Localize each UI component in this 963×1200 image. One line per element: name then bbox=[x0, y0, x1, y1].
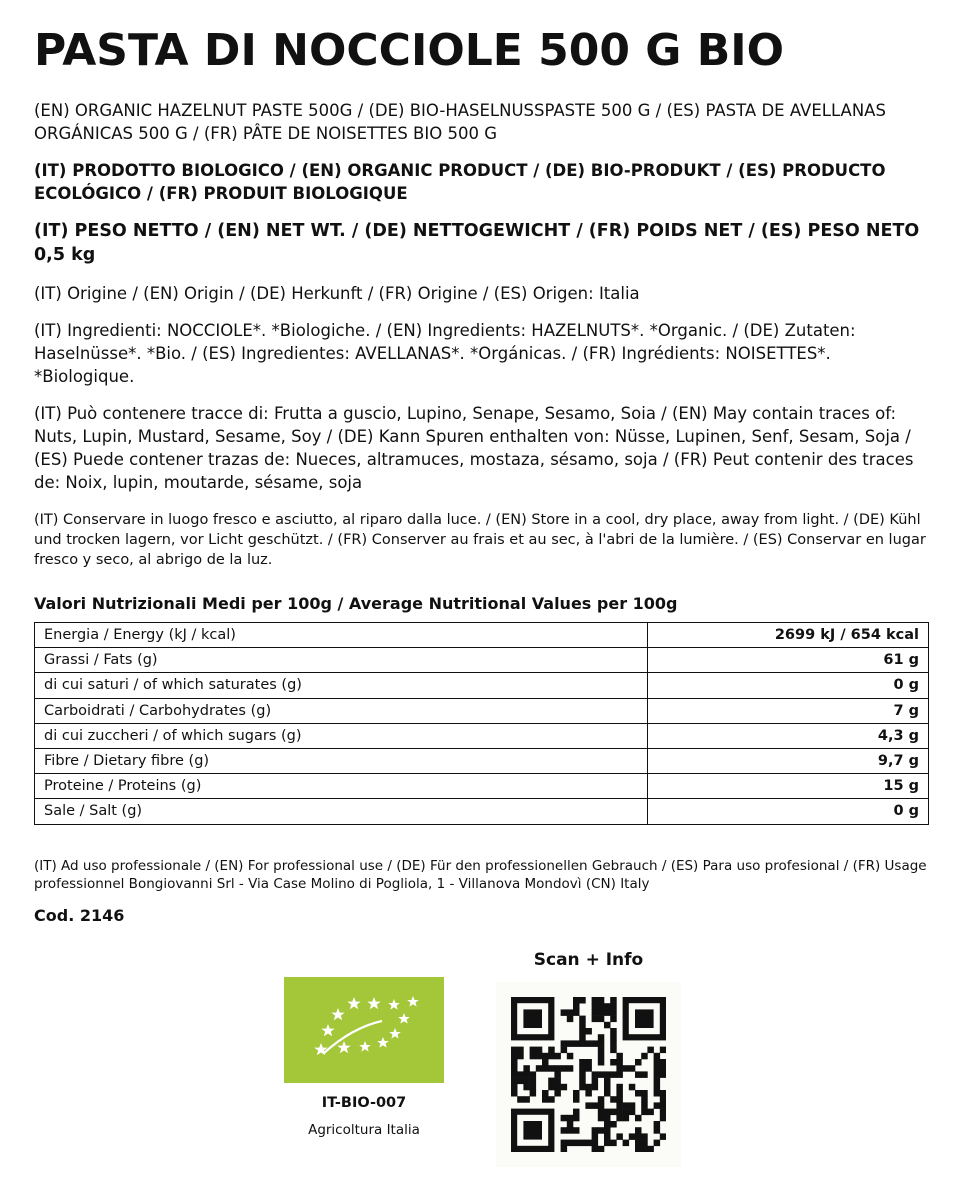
nutrition-table bbox=[34, 622, 929, 825]
allergen-traces: (IT) Può contenere tracce di: Frutta a guscio, Lupino, Senape, Sesamo, Soia / (EN) May contain traces of: Nuts, Lupin, Mustard, Sesame, Soy / (DE) Kann Spuren enthalten von: Nüsse, Lupinen, Senf, Sesam, Soja / (ES) Puede contener trazas de: Nueces, altramuces, mostaza, sésamo, soja / (FR) Peut contenir des traces de: Noix, lupin, moutarde, sésame, soja bbox=[34, 404, 914, 492]
product-title: PASTA DI NOCCIOLE 500 G BIO bbox=[34, 25, 785, 76]
origin: (IT) Origine / (EN) Origin / (DE) Herkunft / (FR) Origine / (ES) Origen: Italia bbox=[34, 284, 640, 303]
nutrition-row bbox=[35, 698, 929, 723]
eu-organic-logo-block bbox=[284, 977, 444, 1139]
organic-product-statement: (IT) PRODOTTO BIOLOGICO / (EN) ORGANIC PRODUCT / (DE) BIO-PRODUKT / (ES) PRODUCTO ECOLÓGICO / (FR) PRODUIT BIOLOGIQUE bbox=[34, 161, 886, 203]
nutrition-value: 0 g bbox=[648, 799, 929, 824]
nutrition-label: Fibre / Dietary fibre (g) bbox=[35, 748, 648, 773]
nutrition-label: di cui saturi / of which saturates (g) bbox=[35, 673, 648, 698]
nutrition-value: 4,3 g bbox=[648, 723, 929, 748]
qr-block bbox=[496, 948, 681, 1167]
nutrition-value: 7 g bbox=[648, 698, 929, 723]
nutrition-label: Proteine / Proteins (g) bbox=[35, 774, 648, 799]
qr-code-icon bbox=[511, 997, 666, 1152]
nutrition-row bbox=[35, 673, 929, 698]
nutrition-label: di cui zuccheri / of which sugars (g) bbox=[35, 723, 648, 748]
qr-code[interactable] bbox=[496, 982, 681, 1167]
nutrition-row bbox=[35, 748, 929, 773]
ingredients: (IT) Ingredienti: NOCCIOLE*. *Biologiche. / (EN) Ingredients: HAZELNUTS*. *Organic. / (DE) Zutaten: Haselnüsse*. *Bio. / (ES) Ingredientes: AVELLANAS*. *Orgánicas. / (FR) Ingrédients: NOISETTES*. *Biologique. bbox=[34, 321, 856, 386]
nutrition-row bbox=[35, 799, 929, 824]
nutrition-value: 2699 kJ / 654 kcal bbox=[648, 623, 929, 648]
nutrition-heading: Valori Nutrizionali Medi per 100g / Average Nutritional Values per 100g bbox=[34, 594, 678, 613]
nutrition-row bbox=[35, 723, 929, 748]
nutrition-row bbox=[35, 648, 929, 673]
nutrition-label: Energia / Energy (kJ / kcal) bbox=[35, 623, 648, 648]
product-code: Cod. 2146 bbox=[34, 906, 125, 925]
product-name-translations: (EN) ORGANIC HAZELNUT PASTE 500G / (DE) BIO-HASELNUSSPASTE 500 G / (ES) PASTA DE AVELLANAS ORGÁNICAS 500 G / (FR) PÂTE DE NOISETTES BIO 500 G bbox=[34, 101, 886, 143]
nutrition-row bbox=[35, 774, 929, 799]
eu-organic-leaf-icon bbox=[284, 977, 444, 1083]
net-weight: (IT) PESO NETTO / (EN) NET WT. / (DE) NETTOGEWICHT / (FR) POIDS NET / (ES) PESO NETO 0,5 kg bbox=[34, 221, 920, 265]
nutrition-label: Sale / Salt (g) bbox=[35, 799, 648, 824]
nutrition-value: 61 g bbox=[648, 648, 929, 673]
qr-title: Scan + Info bbox=[533, 950, 644, 970]
nutrition-row bbox=[35, 623, 929, 648]
nutrition-value: 9,7 g bbox=[648, 748, 929, 773]
professional-use-notice: (IT) Ad uso professionale / (EN) For professional use / (DE) Für den professionellen Gebrauch / (ES) Para uso profesional / (FR) Usage professionnel Bongiovanni Srl - Via Case Molino di Pogliola, 1 - Villanova Mondovì (CN) Italy bbox=[34, 858, 927, 892]
nutrition-label: Grassi / Fats (g) bbox=[35, 648, 648, 673]
storage-instructions: (IT) Conservare in luogo fresco e asciutto, al riparo dalla luce. / (EN) Store in a cool, dry place, away from light. / (DE) Kühl und trocken lagern, vor Licht geschützt. / (FR) Conserver au frais et au sec, à l'abri de la lumière. / (ES) Conservar en lugar fresco y seco, al abrigo de la luz. bbox=[34, 512, 926, 568]
nutrition-value: 15 g bbox=[648, 774, 929, 799]
nutrition-label: Carboidrati / Carbohydrates (g) bbox=[35, 698, 648, 723]
nutrition-value: 0 g bbox=[648, 673, 929, 698]
eu-organic-code: IT-BIO-007 bbox=[321, 1095, 407, 1111]
eu-organic-subtitle: Agricoltura Italia bbox=[308, 1122, 420, 1138]
